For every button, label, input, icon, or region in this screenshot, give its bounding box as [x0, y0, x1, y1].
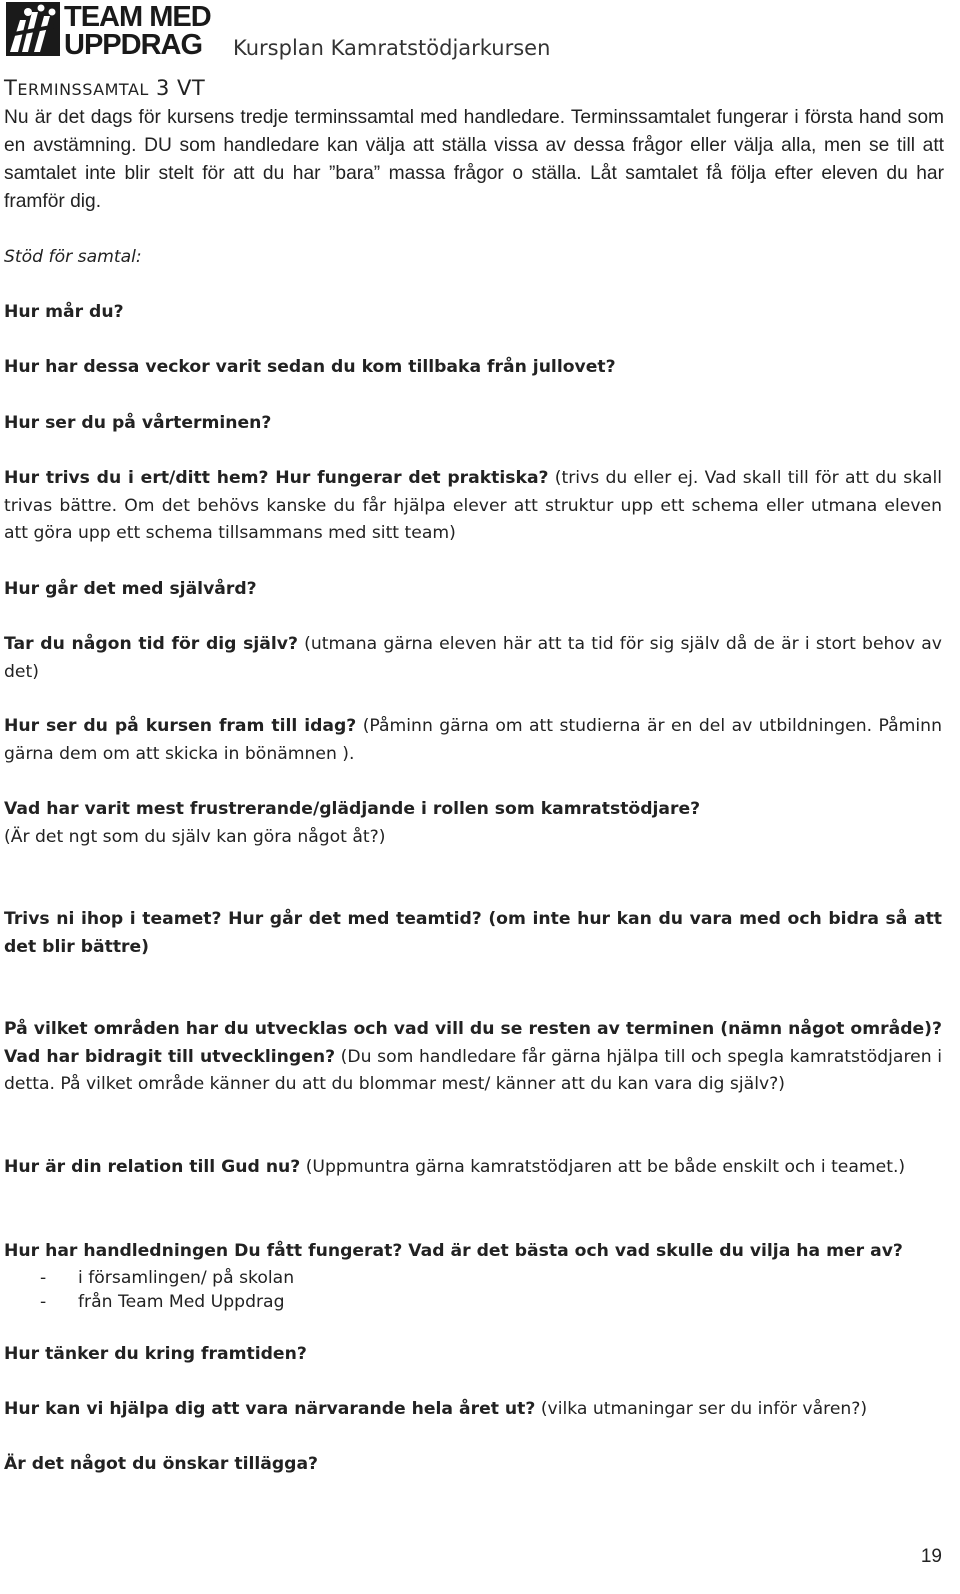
- logo-figures-icon: [6, 2, 62, 58]
- question-12: Hur har handledningen Du fått fungerat? Vad är det bästa och vad skulle du vilja ha mer av?: [4, 1241, 903, 1261]
- bullet-dash: -: [40, 1292, 47, 1312]
- team-med-uppdrag-logo: [6, 1, 234, 61]
- question-7-bold: Hur ser du på kursen fram till idag?: [4, 716, 357, 736]
- list-item: [4, 1266, 294, 1290]
- question-15: Är det något du önskar tillägga?: [4, 1454, 319, 1474]
- question-14: [4, 1396, 942, 1424]
- question-11-note: (Uppmuntra gärna kamratstödjaren att be både enskilt och i teamet.): [300, 1157, 906, 1177]
- bullet-dash: -: [40, 1268, 47, 1288]
- bullet-text: i församlingen/ på skolan: [78, 1268, 295, 1288]
- section-heading-smallcaps: ERMINSSAMTAL: [17, 80, 149, 99]
- question-8-bold: Vad har varit mest frustrerande/glädjande i rollen som kamratstödjare?: [4, 799, 701, 819]
- intro-paragraph: Nu är det dags för kursens tredje terminssamtal med handledare. Terminssamtalet fungerar i första hand som en avstämning. DU som handledare kan välja att ställa vissa av dessa frågor eller välja alla, men se till att samtalet inte blir stelt för att du har ”bara” massa frågor o ställa. Låt samtalet få följa efter eleven du har framför dig.: [4, 107, 944, 212]
- course-title: Kursplan Kamratstödjarkursen: [233, 36, 551, 60]
- question-2: Hur har dessa veckor varit sedan du kom tillbaka från jullovet?: [4, 357, 616, 377]
- list-item: [4, 1290, 294, 1314]
- question-12-bullet-list: [4, 1266, 294, 1314]
- page-number: 19: [920, 1546, 942, 1567]
- question-10: [4, 1016, 942, 1099]
- question-4-bold: Hur trivs du i ert/ditt hem? Hur fungerar det praktiska?: [4, 468, 549, 488]
- question-6-bold: Tar du någon tid för dig själv?: [4, 634, 298, 654]
- logo-text-line2: UPPDRAG: [64, 29, 203, 61]
- question-5: Hur går det med självård?: [4, 579, 257, 599]
- question-14-bold: Hur kan vi hjälpa dig att vara närvarande hela året ut?: [4, 1399, 536, 1419]
- question-7: [4, 713, 942, 768]
- bullet-text: från Team Med Uppdrag: [78, 1292, 285, 1312]
- question-10-note: (Du som handledare får gärna hjälpa till och spegla kamratstödjaren i detta. På vilket område känner du att du blommar mest/ känner att du kan vara dig själv?): [4, 1046, 942, 1094]
- question-6-note: (utmana gärna eleven här att ta tid för sig själv då de är i stort behov av det): [4, 634, 942, 682]
- section-heading-rest: 3 VT: [148, 76, 206, 100]
- support-label: Stöd för samtal:: [4, 247, 142, 267]
- question-7-note: (Påminn gärna om att studierna är en del av utbildningen. Påminn gärna dem om att skicka in bönämnen ).: [4, 716, 942, 764]
- question-13: Hur tänker du kring framtiden?: [4, 1344, 307, 1364]
- question-8: [4, 796, 942, 851]
- question-14-note: (vilka utmaningar ser du inför våren?): [535, 1399, 868, 1419]
- question-9: Trivs ni ihop i teamet? Hur går det med teamtid? (om inte hur kan du vara med och bidra så att det blir bättre): [4, 909, 942, 957]
- section-heading-initial: T: [4, 76, 18, 100]
- question-11-bold: Hur är din relation till Gud nu?: [4, 1157, 301, 1177]
- question-11: [4, 1154, 942, 1182]
- question-1: Hur mår du?: [4, 302, 124, 322]
- section-heading: [4, 76, 205, 100]
- logo-text-line1: TEAM MED: [64, 1, 211, 33]
- question-6: [4, 631, 942, 686]
- question-4-note: (trivs du eller ej. Vad skall till för att du skall trivas bättre. Om det behövs kanske du får hjälpa elever att struktur upp ett schema eller utmana eleven att göra upp ett schema tillsammans med sitt team): [4, 468, 942, 543]
- question-4: [4, 465, 942, 548]
- question-3: Hur ser du på vårterminen?: [4, 413, 272, 433]
- question-10-bold: På vilket områden har du utvecklas och vad vill du se resten av terminen (nämn något område)? Vad har bidragit till utvecklingen?: [4, 1019, 942, 1067]
- question-8-note: (Är det ngt som du själv kan göra något åt?): [4, 826, 386, 847]
